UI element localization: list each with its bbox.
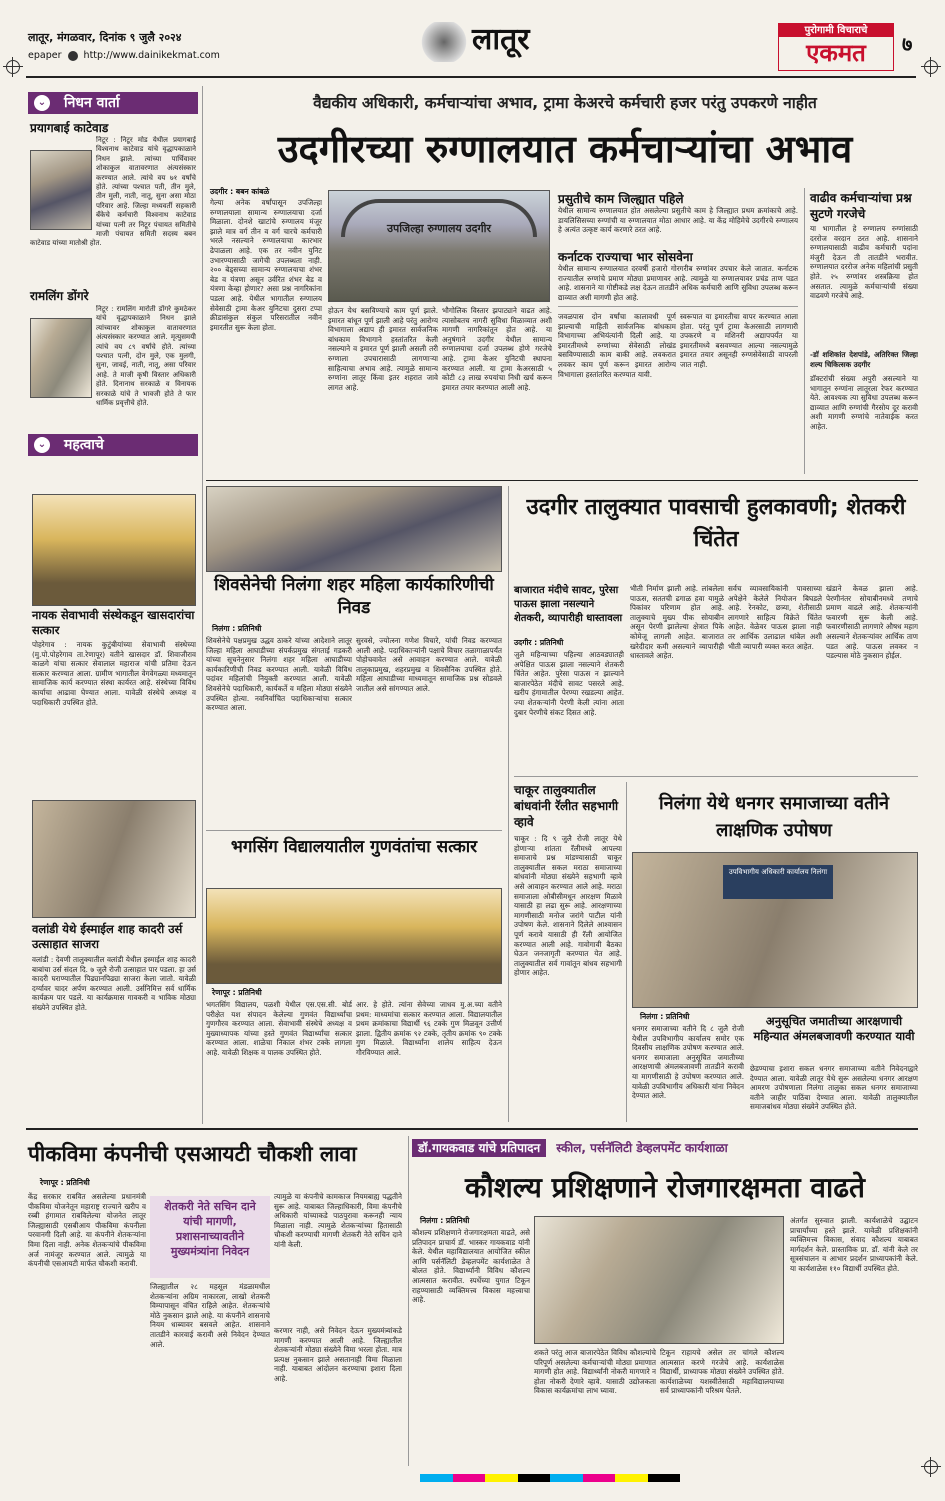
- nilanga-box-title: अनुसूचित जमातीच्या आरक्षणाची महिन्यात अंमलबजावणी करण्यात यावी: [753, 1014, 915, 1043]
- registration-mark-bottom-right: [924, 1460, 938, 1474]
- side-divider: [804, 188, 805, 474]
- shivsena-text: शिवसेनेचे पक्षप्रमुख उद्धव ठाकरे यांच्या आदेशाने लातूर जिल्हा महिला आघाडीच्या संपर्कप्रमुख संगताई गडकरी यांच्या सूचनेनुसार निलंगा शहर महिला आघाडीच्या कार्यकारिणीची निवड करण्यात आली. यावेळी विविध पदांवर महिलांची नियुक्ती करण्यात आली. यावेळी शिवसेनेचे पदाधिकारी, कार्यकर्ते व महिला मोठ्या संख्येने उपस्थित होत्या. नवनिर्वाचित पदाधिकाऱ्यांचा सत्कार करण्यात आला.: [206, 636, 352, 713]
- pik-text2: जिल्ह्यातील २८ महसूल मंडळामधील शेतकऱ्यांना अग्रिम नाकारला, लाखो शेतकरी विम्यापासून वंचित राहिले आहेत. शेतकऱ्यांचे मोठे नुकसान झाले आहे. या कंपनीने शासनाचे नियम धाब्यावर बसवले आहेत. शासनाने तातडीने कारवाई करावी असे निवेदन देण्यात आले.: [150, 1282, 270, 1349]
- skill-kicker-left: डॉ.गायकवाड यांचे प्रतिपादन: [412, 1139, 546, 1157]
- chevron-down-icon: ⌄: [34, 437, 50, 453]
- box-divider: [558, 306, 798, 307]
- story1-photo: [32, 494, 196, 606]
- hospital-photo: [328, 190, 550, 302]
- top-headline: उदगीरच्या रुग्णालयात कर्मचाऱ्यांचा अभाव: [277, 127, 853, 171]
- dateline: लातूर, मंगळवार, दिनांक ९ जुलै २०२४: [28, 31, 182, 44]
- skill-byline: निलंगा : प्रतिनिधी: [420, 1216, 470, 1225]
- obit-header-label: निधन वार्ता: [64, 95, 120, 111]
- masthead-rule: [26, 76, 916, 78]
- rain-headline: उदगीर तालुक्यात पावसाची हुलकावणी; शेतकरी चिंतेत: [526, 495, 906, 552]
- story1-headline: नायक सेवाभावी संस्थेकडून खासदारांचा सत्कार: [32, 608, 195, 637]
- shivsena-text2: सुरवसे, ज्योत्स्ना गणेश विचारे, यांची निवड करण्यात आली आहे. पदाधिकाऱ्यांनी पक्षाचे विचार तळागाळापर्यंत पोहोचवावेत असे आवाहन करण्यात आले. यावेळी तालुकाप्रमुख, शहरप्रमुख व शिवसैनिक उपस्थित होते. महिला आघाडीच्या माध्यमातून सामाजिक प्रश्न सोडवले जातील असे सांगण्यात आले.: [356, 636, 502, 693]
- skill-text4: अंतर्गत सुरुवात झाली. कार्यशाळेचे उद्घाटन प्राचार्यांच्या हस्ते झाले. यावेळी प्रशिक्षकांनी व्यक्तिमत्त्व विकास, संवाद कौशल्य याबाबत मार्गदर्शन केले. प्रास्ताविक प्रा. डॉ. यांनी केले तर सूत्रसंचालन व आभार प्रदर्शन प्राध्यापकांनी केले. या कार्यशाळेस ११० विद्यार्थी उपस्थित होते.: [790, 1216, 918, 1273]
- skill-photo: [534, 1216, 784, 1344]
- bottom-section-rule: [26, 1128, 918, 1130]
- brand-logo: [778, 23, 894, 71]
- brand-tag: पुरोगामी विचाराचे: [779, 24, 893, 37]
- box2-text: येथील सामान्य रुग्णालयात दरवर्षी हजारो गोरगरीब रुग्णांवर उपचार केले जातात. कर्नाटक राज्यातील रुग्णांचे प्रमाण मोठ्या प्रमाणावर आहे. त्यामुळे या रुग्णालयावर प्रचंड ताण पडत आहे. शासनाने या गोष्टीकडे लक्ष देऊन तातडीने अधिक कर्मचारी आणि सुविधा उपलब्ध करून द्याव्यात अशी मागणी होत आहे.: [558, 264, 798, 302]
- bhagat-headline: भगसिंग विद्यालयातील गुणवंतांचा सत्कार: [230, 837, 478, 857]
- shivsena-byline: निलंगा : प्रतिनिधी: [212, 624, 262, 633]
- shivsena-photo: [206, 486, 502, 572]
- skill-text2: शकते परंतु आज बाजारपेठेत विविध कौशल्यांचे परिपूर्ण असलेल्या कर्मचाऱ्यांची मोठ्या प्रमाणात मागणी होत आहे. विद्यार्थ्यांनी नोकरी मागणारे न होता नोकरी देणारे व्हावे. यासाठी उद्योजकता विकास कार्यक्रमांचा लाभ घ्यावा.: [534, 1348, 656, 1396]
- rain-text2: भीती निर्माण झाली आहे. लांबलेला पाऊस, सततची ढगाळ हवा यामुळे पिकांवर परिणाम होत आहे. तालुक्याचे मुख्य पीक सोयाबीन असून पेरणी झालेल्या क्षेत्रात पिके कोमेजू लागली आहेत. बाजारात खरेदीदार कमी असल्याने व्यापारीही धास्तावले आहेत.: [630, 584, 724, 661]
- bhagat-rule: [206, 830, 502, 831]
- registration-mark-left: [6, 60, 20, 74]
- color-calibration-bar: [420, 1474, 680, 1482]
- obit-header: [28, 92, 198, 114]
- rain-text4: खंडाने केवळ झाला आहे. पेरणीनंतर सोयाबीनमध्ये तणाचे प्रमाण वाढले आहे. शेतकऱ्यांनी फवारणी सुरू केली आहे. फवारणीसाठी लागणारे औषध महाग असल्याने शेतकऱ्यांवर आर्थिक ताण पडत आहे. पाऊस लवकर न पडल्यास मोठे नुकसान होईल.: [826, 584, 918, 661]
- nilanga-text: धनगर समाजाच्या वतीने दि ८ जुलै रोजी येथील उपविभागीय कार्यालय समोर एक दिवसीय लाक्षणिक उपोषण करण्यात आले. धनगर समाजाला अनुसूचित जमातीच्या आरक्षणाची अंमलबजावणी तातडीने करावी या मागणीसाठी हे उपोषण करण्यात आले. यावेळी उपविभागीय अधिकारी यांना निवेदन देण्यात आले.: [632, 1024, 744, 1101]
- obit2-name: रामलिंग डोंगरे: [30, 289, 89, 303]
- pik-subheadline: शेतकरी नेते सचिन दाने यांची मागणी, प्रशासनाच्यावतीने मुख्यमंत्र्यांना निवेदन: [164, 1200, 256, 1258]
- nilanga-photo: [632, 852, 918, 1008]
- rain-rule: [514, 776, 918, 777]
- rain-text: जुलै महिन्याच्या पहिल्या आठवड्यातही अपेक्षित पाऊस झाला नसल्याने शेतकरी चिंतेत आहेत. पुरेसा पाऊस न झाल्याने बाजारपेठेत मंदीचे सावट पसरले आहे. खरीप हंगामातील पेरण्या रखडल्या आहेत. ज्या शेतकऱ्यांनी पेरणी केली त्यांना आता दुबार पेरणीचे संकट दिसत आहे.: [514, 650, 624, 717]
- obit1-name: प्रयागबाई काटेवाड: [30, 121, 109, 135]
- skill-text: कौशल्य प्रशिक्षणाने रोजगारक्षमता वाढते, असे प्रतिपादन प्राचार्य डॉ. भास्कर गायकवाड यांनी केले. येथील महाविद्यालयात आयोजित स्कील आणि पर्सनॅलिटी डेव्हलपमेंट कार्यशाळेत ते बोलत होते. विद्यार्थ्यांनी विविध कौशल्य आत्मसात करावीत. स्पर्धेच्या युगात टिकून राहण्यासाठी व्यक्तिमत्त्व विकास महत्त्वाचा आहे.: [412, 1228, 530, 1305]
- side-text: या भागातील हे रुग्णालय रुग्णांसाठी दररोज वरदान ठरत आहे. शासनाने रुग्णालयासाठी वाढीव कर्मचारी पदांना मंजुरी देऊन ती तातडीने भरावीत. रुग्णालयात दररोज अनेक महिलांची प्रसुती होते. २५ रुग्णांवर शस्त्रक्रिया होत असतात. त्यामुळे कर्मचाऱ्यांची संख्या वाढवणे गरजेचे आहे.: [810, 224, 918, 301]
- skill-headline: कौशल्य प्रशिक्षणाने रोजगारक्षमता वाढते: [465, 1171, 865, 1204]
- bhagat-byline: रेणापूर : प्रतिनिधी: [212, 988, 262, 997]
- nilanga-box-text: छेडण्याचा इशारा सकल धनगर समाजाच्या वतीने निवेदनाद्वारे देण्यात आला. यावेळी लातूर येथे सुरू असलेल्या धनगर आरक्षण आमरण उपोषणाला निलंगा तालुका सकल धनगर समाजाच्या वतीने जाहीर पाठिंबा देण्यात आला. यावेळी तालुक्यातील समाजबांधव मोठ्या संख्येने उपस्थित होते.: [750, 1064, 918, 1112]
- side-quote: -डॉ शशिकांत देशपांडे, अतिरिक्त जिल्हा शल्य चिकित्सक उदगीर: [810, 350, 918, 369]
- important-header: [28, 434, 198, 456]
- story2-text: वलांडी : देवणी तालुक्यातील वलांडी येथील इस्माईल शाह कादरी बाबांचा उर्स संदल दि. ७ जुलै रोजी उत्साहात पार पडला. हा उर्स कादरी घराण्यातील पिढ्यानपिढ्या साजरा केला जातो. यावेळी दर्ग्यावर चादर अर्पण करण्यात आली. उर्सनिमित्त सर्व धार्मिक कार्यक्रम पार पडले. या कार्यक्रमास गावकरी व भाविक मोठ्या संख्येने उपस्थित होते.: [32, 955, 196, 1012]
- hospital-sign: उपजिल्हा रुग्णालय उदगीर: [386, 222, 492, 235]
- top-col6: स्वरूपात या इमारतीचा वापर करण्यात आला होता. परंतु पूर्ण ट्रामा केअरसाठी लागणारी उपकरणे व मशिनरी अद्यापपर्यंत या इमारतीमध्ये बसवण्यात आल्या नसल्यामुळे इमारत तयार असूनही रुग्णसेवेसाठी वापरली जात नाही.: [680, 312, 798, 369]
- chevron-down-icon: ⌄: [34, 95, 50, 111]
- nilanga-byline: निलंगा : प्रतिनिधी: [640, 1012, 690, 1021]
- shivsena-headline: शिवसेनेची निलंगा शहर महिला कार्यकारिणीची निवड: [214, 575, 494, 618]
- pik-text3: त्यामुळे या कंपनीचे कामकाज नियमबाह्य पद्धतीने सुरू आहे. याबाबत जिल्हाधिकारी, विमा कंपनीचे अधिकारी यांच्याकडे पाठपुरावा करूनही न्याय मिळाला नाही. त्यामुळे शेतकऱ्यांच्या हितासाठी चौकशी करण्याची मागणी शेतकरी नेते सचिन दाने यांनी केली.: [274, 1192, 402, 1249]
- bhagat-text: भगतसिंग विद्यालय, पळशी येथील एस.एस.सी. बोर्ड परीक्षेत यश संपादन केलेल्या गुणवंत विद्यार्थ्यांचा गुणगौरव करण्यात आला. सेवाभावी संस्थेचे अध्यक्ष व मुख्याध्यापक यांच्या हस्ते गुणवंत विद्यार्थ्यांचा सत्कार करण्यात आला. शाळेचा निकाल शंभर टक्के लागला आहे. यावेळी शिक्षक व पालक उपस्थित होते.: [206, 1000, 352, 1057]
- bottom-divider: [408, 1136, 409, 1466]
- box1-title: प्रसुतीचे काम जिल्ह्यात पहिले: [558, 192, 684, 206]
- pik-sub-box: [150, 1196, 270, 1278]
- obit1-text: निटूर : निटूर मोड येथील प्रयागबाई विश्वनाथ काटेवाड यांचे वृद्धापकाळाने निधन झाले. त्यांच्या पार्थिवावर शोकाकुल वातावरणात अंत्यसंस्कार करण्यात आले. त्यांचे वय ७१ वर्षांचे होते. त्यांच्या पश्चात पती, तीन मुले, तीन मुली, नाती, नातू, सुना असा मोठा परिवार आहे. जिल्हा मध्यवर्ती सहकारी बँकेचे कर्मचारी विश्वनाथ काटेवाड यांच्या पत्नी तर निटूर पंचायत समितीचे माजी पंचायत समिती सदस्य बबन काटेवाड यांच्या मातोश्री होत.: [30, 136, 196, 248]
- rain-text3: सर्वच व्यावसायिकांनी पावसाच्या अपेक्षेने केलेले नियोजन बिघडले आहे. रेनकोट, छत्र्या, शेतीसाठी लागणारे साहित्य विक्रेते चिंतेत आहेत. वेळेवर पाऊस झाला नाही तर आर्थिक उलाढाल थांबेल अशी भीती व्यापारी व्यक्त करत आहेत.: [728, 584, 822, 651]
- box1-text: येथील सामान्य रुग्णालयात होत असलेल्या प्रसुतीचे काम हे जिल्ह्यात प्रथम क्रमांकाचे आहे. डायलिसिसच्या रुग्णांची या रुग्णालयात मोठा आधार आहे. या केंद्र मोहिमेचे उदगीरचे रुग्णालय हे अत्यंत उत्कृष्ट कार्य करणारे ठरत आहे.: [558, 206, 798, 235]
- pik-byline: रेणापूर : प्रतिनिधी: [40, 1178, 90, 1187]
- registration-mark-right: [924, 60, 938, 74]
- page-number: ७: [902, 32, 913, 56]
- brand-name: एकमत: [806, 39, 866, 67]
- top-col1: गेल्या अनेक वर्षांपासून उपजिल्हा रुग्णालयाला सामान्य रुग्णालयाचा दर्जा मिळाला. दोनशे खाटांचे रुग्णालय मंजूर झाले मात्र वर्ग तीन व वर्ग चारचे कर्मचारी भरले नसल्याने रुग्णालयाचा कारभार ढेपाळला आहे. एक तर नवीन युनिट उभारण्यासाठी जागेची उपलब्धता नाही. २०० बेड्सच्या सामान्य रुग्णालयाचा शंभर बेड व यंत्रणा असून उर्वरित शंभर बेड व यंत्रणा केव्हा होणार? असा प्रश्न नागरिकांना पडला आहे. येथील भागातील रुग्णालय सेवेसाठी ट्रामा केअर युनिटचा दुसरा टप्पा क्रीडासंकुल संकुल परिसरातील नवीन इमारतीत सुरू केला होता.: [210, 198, 322, 332]
- office-sign: उपविभागीय अधिकारी कार्यालय निलंगा: [723, 865, 833, 899]
- story1-text: पोहरेगाव : नायक कुटुंबीयांच्या सेवाभावी संस्थेच्या (मु.पो.पोहरेगाव ता.रेणापूर) वतीने खासदार डॉ. शिवाजीराव काळगे यांचा सत्कार सेवालाल महाराज यांची प्रतिमा देऊन सत्कार करण्यात आला. ग्रामीण भागातील वेगवेगळ्या मध्यमातून सामाजिक कार्य करण्यात संस्था कार्यरत आहे. संस्थेच्या विविध कार्याचा आढावा घेण्यात आला. यावेळी संस्थेचे अध्यक्ष व पदाधिकारी उपस्थित होते.: [32, 640, 196, 707]
- bhagat-text2: आर. हे होते. त्यांना सेवेच्या जाधव मु.अ.च्या वतीने प्रथम: माध्यमांचा सत्कार करण्यात आला. विद्यालयातील प्रथम क्रमांकाचा विद्यार्थी ९६ टक्के गुण मिळवून उत्तीर्ण झाला. द्वितीय क्रमांक ९२ टक्के, तृतीय क्रमांक ९० टक्के गुण मिळाले. विद्यार्थ्यांना शालेय साहित्य देऊन गौरविण्यात आले.: [356, 1000, 502, 1057]
- rain-subheadline: बाजारात मंदीचे सावट, पुरेसा पाऊस झाला नसल्याने शेतकरी, व्यापारीही धास्तावला: [514, 585, 623, 624]
- box2-title: कर्नाटक राज्याचा भार सोसवेना: [558, 250, 693, 264]
- top-col2: होऊन येथ बसविण्याचे काम पूर्ण झाले. इमारत बांधून पूर्ण झाली आहे परंतु आरोग्य विभागाला अद्याप ही इमारत सार्वजनिक बांधकाम विभागाने हस्तांतरित केली नसल्याने व इमारत पूर्ण झाली असली तरी रुग्णाला उपचारासाठी लागणाऱ्या साहित्याचा अभाव आहे. त्यामुळे सामान्य रुग्णांना लातूर किंवा इतर शहरात जावे लागत आहे.: [328, 306, 438, 392]
- pik-text: केंद्र सरकार राबवित असलेल्या प्रधानमंत्री पीकविमा योजनेतून महाराष्ट्र राज्याने खरीप व रब्बी हंगामात राबविलेल्या योजनेत लातूर जिल्ह्यासाठी एसबीआय पीकविमा कंपनीला परवानगी दिली आहे. या कंपनीने शेतकऱ्यांना विमा दिला नाही. अनेक शेतकऱ्यांचे पीकविमा अर्ज नामंजूर करण्यात आले. त्यामुळे या कंपनीची एसआयटी मार्फत चौकशी करावी.: [28, 1192, 146, 1269]
- important-header-label: महत्वाचे: [64, 437, 104, 453]
- mid-divider: [508, 486, 509, 1122]
- globe-icon: [68, 51, 78, 61]
- nilanga-headline: निलंगा येथे धनगर समाजाच्या वतीने लाक्षणिक उपोषण: [659, 793, 889, 841]
- top-col3: भौगोलिक विस्तार झपाट्याने वाढत आहे. त्यासोबतच नागरी सुविधा मिळाव्यात अशी मागणी नागरिकांतून होत आहे. या अनुषंगाने उदगीर येथील सामान्य रुग्णालयाचा दर्जा उपलब्ध होणे गरजेचे आहे. ट्रामा केअर युनिटची स्थापना करण्यात आली. या ट्रामा केअरसाठी ५ कोटी ८३ लाख रुपयांचा निधी खर्च करून इमारत तयार करण्यात आली आहे.: [442, 306, 552, 392]
- pik-text4: करणार नाही, असे निवेदन देऊन मुख्यमंत्र्यांकडे मागणी करण्यात आली आहे. जिल्ह्यातील शेतकऱ्यांनी मोठ्या संख्येने विमा भरला होता. मात्र प्रत्यक्ष नुकसान झाले असतानाही विमा मिळाला नाही. याबाबत आंदोलन करण्याचा इशारा दिला आहे.: [274, 1326, 402, 1383]
- skill-kicker-right: स्कील, पर्सनॅलिटी डेव्हलपमेंट कार्यशाळा: [556, 1141, 728, 1155]
- pik-headline: पीकविमा कंपनीची एसआयटी चौकशी लावा: [28, 1142, 357, 1166]
- side-text2: डॉक्टरांची संख्या अपुरी असल्याने या भागातून रुग्णांना लातूरला रेफर करण्यात येते. आवश्यक त्या सुविधा उपलब्ध करून द्याव्यात आणि रुग्णांची गैरसोय दूर करावी अशी मागणी रुग्णांचे नातेवाईक करत आहेत.: [810, 374, 918, 431]
- story2-photo: [32, 800, 196, 918]
- top-kicker: वैद्यकीय अधिकारी, कर्मचाऱ्यांचा अभाव, ट्रामा केअरचे कर्मचारी हजर परंतु उपकरणे नाहीत: [313, 94, 817, 112]
- epaper-url[interactable]: http://www.dainikekmat.com: [83, 50, 220, 61]
- top-story-rule: [206, 480, 918, 481]
- obit2-text: निटूर : रामलिंग मारोती डोंगरे कुमठेकर यांचे वृद्धापकाळाने निधन झाले त्यांच्यावर शोकाकुल वातावरणात अंत्यसंस्कार करण्यात आले. मृत्युसमयी त्यांचे वय ८९ वर्षांचे होते. त्यांच्या पश्चात पत्नी, दोन मुले, एक मुलगी, सुना, जावई, नाती, नातू, असा परिवार आहे. ते माजी कृषी विस्तार अधिकारी होते. दिनानाथ सरकाळे व विनायक सरकाळे यांचे ते भावजी होते ते फार धार्मिक प्रवृत्तीचे होते.: [96, 305, 196, 408]
- skill-kicker: [412, 1138, 918, 1158]
- rain-byline: उदगीर : प्रतिनिधी: [514, 638, 564, 647]
- epaper-label: epaper: [28, 50, 62, 61]
- latur-map-logo: [420, 22, 468, 62]
- skill-text3: टिकून राहायचे असेल तर चांगले कौशल्य आत्मसात करणे गरजेचे आहे. कार्यशाळेस विद्यार्थी, प्राध्यापक मोठ्या संख्येने उपस्थित होते. कार्यशाळेच्या यशस्वीतेसाठी महाविद्यालयाच्या सर्व प्राध्यापकांनी परिश्रम घेतले.: [660, 1348, 784, 1396]
- story2-headline: वलांडी येथे ईस्माईल शाह कादरी उर्स उत्साहात साजरा: [32, 922, 183, 951]
- top-col5: जवळपास दोन वर्षांचा कालावधी पूर्ण झाल्याची माहिती सार्वजनिक बांधकाम विभागाच्या अभियंत्यांनी दिली आहे. या इमारतीमध्ये रुग्णांच्या सेवेसाठी लोखंड बसविण्यासाठी काम बाकी आहे. लवकरात लवकर काम पूर्ण करून इमारत आरोग्य विभागाला हस्तांतरित करण्यात यावी.: [558, 312, 676, 379]
- masthead-left: [28, 30, 328, 61]
- bhagat-photo: [206, 888, 502, 984]
- sidebar-divider: [202, 86, 203, 1124]
- chakur-headline: चाकूर तालुक्यातील बांधवांनी रॅलीत सहभागी व्हावे: [514, 783, 619, 829]
- chakur-text: चाकूर : दि ९ जुलै रोजी लातूर येथे होणाऱ्या शांतता रॅलीमध्ये आपल्या समाजाचे प्रश्न मांडण्यासाठी चाकूर तालुक्यातील सकल मराठा समाजाच्या बांधवांनी मोठ्या संख्येने सहभागी व्हावे असे आवाहन करण्यात आले आहे. मराठा समाजाला ओबीसीमधून आरक्षण मिळावे यासाठी हा लढा सुरू आहे. आरक्षणाच्या मागणीसाठी मनोज जरांगे पाटील यांनी उपोषण केले. शासनाने दिलेले आश्वासन पूर्ण करावे यासाठी ही रॅली आयोजित करण्यात आली आहे. गावोगावी बैठका घेऊन जनजागृती करण्यात येत आहे. तालुक्यातील सर्व गावांतून बांधव सहभागी होणार आहेत.: [514, 834, 622, 978]
- top-byline: उदगीर : बबन कांबळे: [210, 187, 270, 196]
- side-title: वाढीव कर्मचाऱ्यांचा प्रश्न सुटणे गरजेचे: [810, 191, 912, 221]
- chakur-divider: [626, 782, 627, 1122]
- section-title: लातूर: [472, 22, 530, 57]
